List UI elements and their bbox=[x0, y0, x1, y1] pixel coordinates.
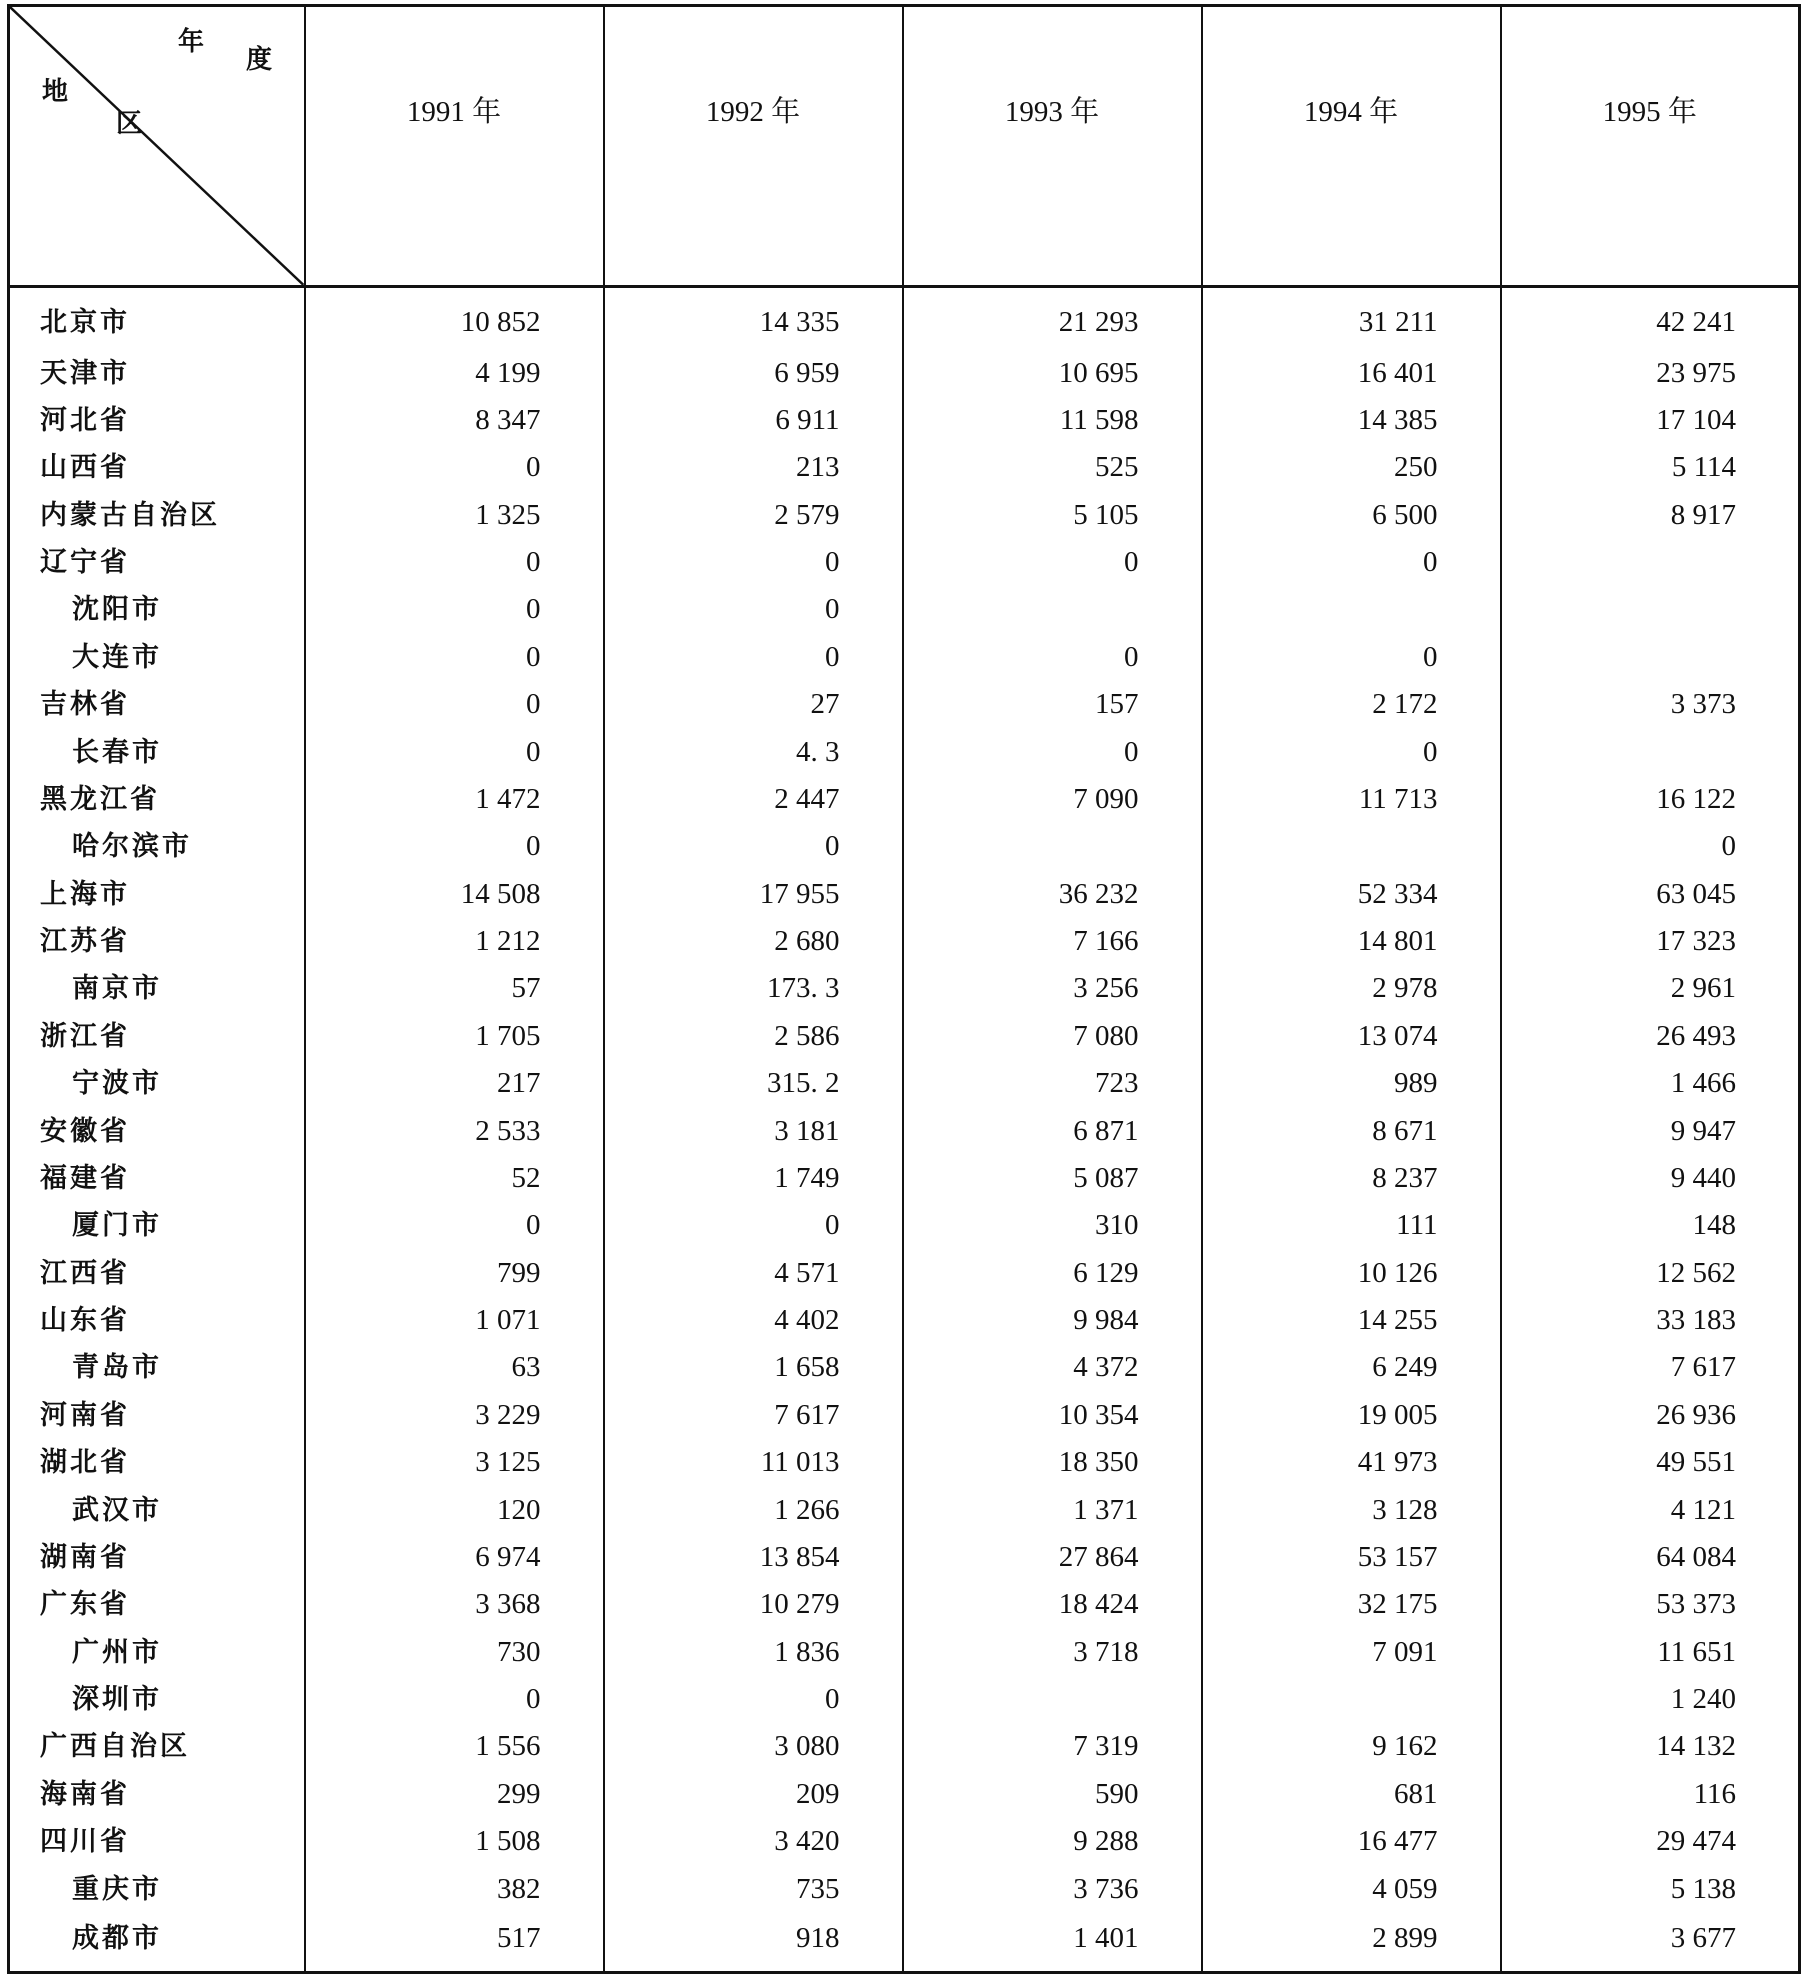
value-cell: 6 249 bbox=[1202, 1344, 1501, 1391]
value-cell: 1 472 bbox=[305, 776, 604, 823]
value-cell: 2 961 bbox=[1501, 965, 1800, 1012]
region-cell: 南京市 bbox=[9, 965, 305, 1012]
value-cell: 18 424 bbox=[903, 1581, 1202, 1628]
value-cell: 3 420 bbox=[604, 1818, 903, 1865]
value-cell: 52 bbox=[305, 1155, 604, 1202]
value-cell: 0 bbox=[604, 539, 903, 586]
value-cell: 0 bbox=[604, 634, 903, 681]
value-cell: 120 bbox=[305, 1486, 604, 1533]
value-cell: 32 175 bbox=[1202, 1581, 1501, 1628]
value-cell: 1 705 bbox=[305, 1013, 604, 1060]
value-cell: 10 852 bbox=[305, 287, 604, 350]
value-cell: 17 323 bbox=[1501, 918, 1800, 965]
region-cell: 广东省 bbox=[9, 1581, 305, 1628]
table-row bbox=[9, 349, 1800, 396]
value-cell: 36 232 bbox=[903, 871, 1202, 918]
corner-region-char-1: 地 bbox=[42, 77, 69, 107]
value-cell: 517 bbox=[305, 1913, 604, 1973]
value-cell: 4 059 bbox=[1202, 1865, 1501, 1912]
region-cell: 上海市 bbox=[9, 871, 305, 918]
value-cell: 3 125 bbox=[305, 1439, 604, 1486]
value-cell: 14 335 bbox=[604, 287, 903, 350]
value-cell: 2 533 bbox=[305, 1107, 604, 1154]
region-cell: 河南省 bbox=[9, 1392, 305, 1439]
table-row bbox=[9, 444, 1800, 491]
region-cell: 深圳市 bbox=[9, 1676, 305, 1723]
table-row bbox=[9, 1155, 1800, 1202]
region-cell: 湖北省 bbox=[9, 1439, 305, 1486]
value-cell: 2 978 bbox=[1202, 965, 1501, 1012]
table-row bbox=[9, 965, 1800, 1012]
table-row bbox=[9, 918, 1800, 965]
value-cell: 6 974 bbox=[305, 1534, 604, 1581]
table-row bbox=[9, 823, 1800, 870]
value-cell bbox=[903, 586, 1202, 633]
value-cell: 0 bbox=[305, 634, 604, 681]
value-cell: 26 493 bbox=[1501, 1013, 1800, 1060]
value-cell: 5 105 bbox=[903, 492, 1202, 539]
value-cell: 64 084 bbox=[1501, 1534, 1800, 1581]
value-cell: 9 288 bbox=[903, 1818, 1202, 1865]
value-cell: 8 671 bbox=[1202, 1107, 1501, 1154]
value-cell: 3 368 bbox=[305, 1581, 604, 1628]
value-cell: 0 bbox=[604, 586, 903, 633]
value-cell: 41 973 bbox=[1202, 1439, 1501, 1486]
value-cell: 9 984 bbox=[903, 1297, 1202, 1344]
year-header: 1991 年 bbox=[305, 6, 604, 287]
value-cell: 11 651 bbox=[1501, 1629, 1800, 1676]
value-cell bbox=[1202, 586, 1501, 633]
table-header bbox=[9, 6, 1800, 287]
value-cell: 723 bbox=[903, 1060, 1202, 1107]
value-cell bbox=[1501, 634, 1800, 681]
table-row bbox=[9, 586, 1800, 633]
value-cell: 0 bbox=[604, 1676, 903, 1723]
value-cell: 217 bbox=[305, 1060, 604, 1107]
value-cell: 1 466 bbox=[1501, 1060, 1800, 1107]
corner-year-char-2: 度 bbox=[246, 45, 273, 75]
value-cell: 1 508 bbox=[305, 1818, 604, 1865]
value-cell: 0 bbox=[1202, 728, 1501, 775]
region-cell: 山东省 bbox=[9, 1297, 305, 1344]
value-cell: 0 bbox=[305, 1676, 604, 1723]
value-cell: 18 350 bbox=[903, 1439, 1202, 1486]
value-cell: 8 347 bbox=[305, 397, 604, 444]
value-cell: 10 354 bbox=[903, 1392, 1202, 1439]
value-cell: 16 477 bbox=[1202, 1818, 1501, 1865]
value-cell: 7 617 bbox=[604, 1392, 903, 1439]
region-cell: 武汉市 bbox=[9, 1486, 305, 1533]
value-cell: 53 157 bbox=[1202, 1534, 1501, 1581]
value-cell: 0 bbox=[1202, 539, 1501, 586]
value-cell: 1 556 bbox=[305, 1723, 604, 1770]
value-cell: 590 bbox=[903, 1771, 1202, 1818]
value-cell: 13 074 bbox=[1202, 1013, 1501, 1060]
value-cell: 2 680 bbox=[604, 918, 903, 965]
value-cell: 49 551 bbox=[1501, 1439, 1800, 1486]
value-cell: 4. 3 bbox=[604, 728, 903, 775]
value-cell: 7 080 bbox=[903, 1013, 1202, 1060]
region-cell: 黑龙江省 bbox=[9, 776, 305, 823]
table-row bbox=[9, 1297, 1800, 1344]
value-cell bbox=[903, 1676, 1202, 1723]
value-cell: 4 121 bbox=[1501, 1486, 1800, 1533]
value-cell: 209 bbox=[604, 1771, 903, 1818]
region-cell: 辽宁省 bbox=[9, 539, 305, 586]
value-cell bbox=[1202, 823, 1501, 870]
value-cell: 116 bbox=[1501, 1771, 1800, 1818]
value-cell: 4 571 bbox=[604, 1250, 903, 1297]
value-cell: 52 334 bbox=[1202, 871, 1501, 918]
value-cell: 6 959 bbox=[604, 349, 903, 396]
corner-header bbox=[9, 6, 305, 287]
value-cell: 27 bbox=[604, 681, 903, 728]
value-cell: 14 385 bbox=[1202, 397, 1501, 444]
region-cell: 哈尔滨市 bbox=[9, 823, 305, 870]
table-row bbox=[9, 728, 1800, 775]
table-row bbox=[9, 1344, 1800, 1391]
value-cell: 17 955 bbox=[604, 871, 903, 918]
value-cell: 157 bbox=[903, 681, 1202, 728]
region-cell: 宁波市 bbox=[9, 1060, 305, 1107]
value-cell: 11 598 bbox=[903, 397, 1202, 444]
value-cell: 0 bbox=[305, 1202, 604, 1249]
table-row bbox=[9, 1013, 1800, 1060]
value-cell: 9 947 bbox=[1501, 1107, 1800, 1154]
table-row bbox=[9, 1486, 1800, 1533]
value-cell: 1 371 bbox=[903, 1486, 1202, 1533]
value-cell: 3 736 bbox=[903, 1865, 1202, 1912]
table-row bbox=[9, 1107, 1800, 1154]
value-cell: 918 bbox=[604, 1913, 903, 1973]
value-cell: 7 090 bbox=[903, 776, 1202, 823]
value-cell bbox=[903, 823, 1202, 870]
value-cell: 0 bbox=[305, 681, 604, 728]
value-cell: 10 695 bbox=[903, 349, 1202, 396]
value-cell: 11 013 bbox=[604, 1439, 903, 1486]
value-cell: 29 474 bbox=[1501, 1818, 1800, 1865]
table-row bbox=[9, 1723, 1800, 1770]
table-row bbox=[9, 1392, 1800, 1439]
value-cell: 23 975 bbox=[1501, 349, 1800, 396]
region-cell: 福建省 bbox=[9, 1155, 305, 1202]
value-cell: 0 bbox=[1501, 823, 1800, 870]
table-row bbox=[9, 397, 1800, 444]
value-cell: 2 899 bbox=[1202, 1913, 1501, 1973]
value-cell: 3 080 bbox=[604, 1723, 903, 1770]
value-cell: 6 129 bbox=[903, 1250, 1202, 1297]
value-cell: 63 045 bbox=[1501, 871, 1800, 918]
value-cell: 26 936 bbox=[1501, 1392, 1800, 1439]
value-cell: 730 bbox=[305, 1629, 604, 1676]
region-cell: 天津市 bbox=[9, 349, 305, 396]
region-cell: 四川省 bbox=[9, 1818, 305, 1865]
value-cell bbox=[1202, 1676, 1501, 1723]
value-cell: 5 087 bbox=[903, 1155, 1202, 1202]
value-cell: 4 402 bbox=[604, 1297, 903, 1344]
corner-region-char-2: 区 bbox=[116, 109, 143, 139]
value-cell: 27 864 bbox=[903, 1534, 1202, 1581]
value-cell: 111 bbox=[1202, 1202, 1501, 1249]
value-cell: 3 718 bbox=[903, 1629, 1202, 1676]
table-row bbox=[9, 1913, 1800, 1973]
value-cell: 2 579 bbox=[604, 492, 903, 539]
value-cell: 14 132 bbox=[1501, 1723, 1800, 1770]
value-cell: 16 401 bbox=[1202, 349, 1501, 396]
table-row bbox=[9, 539, 1800, 586]
table-row bbox=[9, 1629, 1800, 1676]
year-header: 1995 年 bbox=[1501, 6, 1800, 287]
table-row bbox=[9, 1202, 1800, 1249]
value-cell: 0 bbox=[305, 586, 604, 633]
value-cell: 1 658 bbox=[604, 1344, 903, 1391]
table-row bbox=[9, 1060, 1800, 1107]
value-cell: 310 bbox=[903, 1202, 1202, 1249]
value-cell: 1 836 bbox=[604, 1629, 903, 1676]
value-cell: 1 749 bbox=[604, 1155, 903, 1202]
value-cell: 0 bbox=[903, 728, 1202, 775]
region-cell: 重庆市 bbox=[9, 1865, 305, 1912]
value-cell: 315. 2 bbox=[604, 1060, 903, 1107]
region-cell: 大连市 bbox=[9, 634, 305, 681]
value-cell: 17 104 bbox=[1501, 397, 1800, 444]
region-cell: 山西省 bbox=[9, 444, 305, 491]
region-cell: 广西自治区 bbox=[9, 1723, 305, 1770]
value-cell: 0 bbox=[903, 539, 1202, 586]
table-row bbox=[9, 871, 1800, 918]
region-cell: 沈阳市 bbox=[9, 586, 305, 633]
value-cell: 3 181 bbox=[604, 1107, 903, 1154]
value-cell: 9 440 bbox=[1501, 1155, 1800, 1202]
region-cell: 安徽省 bbox=[9, 1107, 305, 1154]
value-cell: 173. 3 bbox=[604, 965, 903, 1012]
value-cell: 0 bbox=[604, 823, 903, 870]
value-cell: 1 240 bbox=[1501, 1676, 1800, 1723]
value-cell: 14 508 bbox=[305, 871, 604, 918]
value-cell: 4 199 bbox=[305, 349, 604, 396]
value-cell: 3 128 bbox=[1202, 1486, 1501, 1533]
table-row bbox=[9, 634, 1800, 681]
table-body bbox=[9, 287, 1800, 1973]
value-cell: 5 114 bbox=[1501, 444, 1800, 491]
value-cell: 3 677 bbox=[1501, 1913, 1800, 1973]
table-row bbox=[9, 776, 1800, 823]
table-row bbox=[9, 1865, 1800, 1912]
year-header: 1993 年 bbox=[903, 6, 1202, 287]
value-cell: 14 255 bbox=[1202, 1297, 1501, 1344]
value-cell: 33 183 bbox=[1501, 1297, 1800, 1344]
value-cell: 31 211 bbox=[1202, 287, 1501, 350]
value-cell: 3 256 bbox=[903, 965, 1202, 1012]
value-cell: 53 373 bbox=[1501, 1581, 1800, 1628]
value-cell: 7 166 bbox=[903, 918, 1202, 965]
value-cell: 14 801 bbox=[1202, 918, 1501, 965]
region-cell: 内蒙古自治区 bbox=[9, 492, 305, 539]
table-row bbox=[9, 492, 1800, 539]
corner-year-char-1: 年 bbox=[178, 27, 205, 57]
value-cell: 2 447 bbox=[604, 776, 903, 823]
region-cell: 吉林省 bbox=[9, 681, 305, 728]
value-cell: 57 bbox=[305, 965, 604, 1012]
header-row bbox=[9, 6, 1800, 287]
value-cell: 989 bbox=[1202, 1060, 1501, 1107]
value-cell: 4 372 bbox=[903, 1344, 1202, 1391]
value-cell: 7 617 bbox=[1501, 1344, 1800, 1391]
year-header: 1994 年 bbox=[1202, 6, 1501, 287]
value-cell: 799 bbox=[305, 1250, 604, 1297]
value-cell: 6 871 bbox=[903, 1107, 1202, 1154]
value-cell: 0 bbox=[604, 1202, 903, 1249]
table-row bbox=[9, 1534, 1800, 1581]
value-cell: 10 279 bbox=[604, 1581, 903, 1628]
value-cell: 9 162 bbox=[1202, 1723, 1501, 1770]
value-cell: 1 266 bbox=[604, 1486, 903, 1533]
value-cell: 213 bbox=[604, 444, 903, 491]
value-cell: 0 bbox=[1202, 634, 1501, 681]
table-row bbox=[9, 1250, 1800, 1297]
value-cell: 1 071 bbox=[305, 1297, 604, 1344]
year-header: 1992 年 bbox=[604, 6, 903, 287]
value-cell: 3 373 bbox=[1501, 681, 1800, 728]
region-cell: 江苏省 bbox=[9, 918, 305, 965]
region-cell: 青岛市 bbox=[9, 1344, 305, 1391]
value-cell: 16 122 bbox=[1501, 776, 1800, 823]
region-cell: 北京市 bbox=[9, 287, 305, 350]
table-row bbox=[9, 681, 1800, 728]
value-cell: 382 bbox=[305, 1865, 604, 1912]
value-cell: 1 212 bbox=[305, 918, 604, 965]
table-row bbox=[9, 1818, 1800, 1865]
value-cell: 63 bbox=[305, 1344, 604, 1391]
value-cell: 299 bbox=[305, 1771, 604, 1818]
value-cell: 735 bbox=[604, 1865, 903, 1912]
value-cell: 3 229 bbox=[305, 1392, 604, 1439]
value-cell: 42 241 bbox=[1501, 287, 1800, 350]
value-cell: 13 854 bbox=[604, 1534, 903, 1581]
value-cell: 0 bbox=[305, 539, 604, 586]
region-cell: 成都市 bbox=[9, 1913, 305, 1973]
value-cell bbox=[1501, 728, 1800, 775]
value-cell: 7 319 bbox=[903, 1723, 1202, 1770]
value-cell: 10 126 bbox=[1202, 1250, 1501, 1297]
value-cell: 6 500 bbox=[1202, 492, 1501, 539]
value-cell: 11 713 bbox=[1202, 776, 1501, 823]
value-cell: 250 bbox=[1202, 444, 1501, 491]
region-cell: 长春市 bbox=[9, 728, 305, 775]
value-cell: 1 325 bbox=[305, 492, 604, 539]
value-cell: 2 172 bbox=[1202, 681, 1501, 728]
table-row bbox=[9, 1771, 1800, 1818]
table-row bbox=[9, 287, 1800, 350]
data-table bbox=[7, 4, 1801, 1974]
table-row bbox=[9, 1676, 1800, 1723]
value-cell: 525 bbox=[903, 444, 1202, 491]
table-row bbox=[9, 1581, 1800, 1628]
value-cell: 1 401 bbox=[903, 1913, 1202, 1973]
value-cell: 12 562 bbox=[1501, 1250, 1800, 1297]
value-cell bbox=[1501, 586, 1800, 633]
value-cell: 0 bbox=[305, 823, 604, 870]
value-cell: 19 005 bbox=[1202, 1392, 1501, 1439]
region-cell: 浙江省 bbox=[9, 1013, 305, 1060]
value-cell: 21 293 bbox=[903, 287, 1202, 350]
value-cell: 148 bbox=[1501, 1202, 1800, 1249]
region-cell: 江西省 bbox=[9, 1250, 305, 1297]
region-cell: 湖南省 bbox=[9, 1534, 305, 1581]
value-cell: 8 917 bbox=[1501, 492, 1800, 539]
region-cell: 海南省 bbox=[9, 1771, 305, 1818]
value-cell: 0 bbox=[903, 634, 1202, 681]
value-cell: 7 091 bbox=[1202, 1629, 1501, 1676]
region-cell: 厦门市 bbox=[9, 1202, 305, 1249]
value-cell: 6 911 bbox=[604, 397, 903, 444]
value-cell: 2 586 bbox=[604, 1013, 903, 1060]
table-row bbox=[9, 1439, 1800, 1486]
region-cell: 河北省 bbox=[9, 397, 305, 444]
value-cell: 8 237 bbox=[1202, 1155, 1501, 1202]
value-cell: 0 bbox=[305, 728, 604, 775]
value-cell: 5 138 bbox=[1501, 1865, 1800, 1912]
value-cell: 0 bbox=[305, 444, 604, 491]
region-cell: 广州市 bbox=[9, 1629, 305, 1676]
value-cell: 681 bbox=[1202, 1771, 1501, 1818]
value-cell bbox=[1501, 539, 1800, 586]
